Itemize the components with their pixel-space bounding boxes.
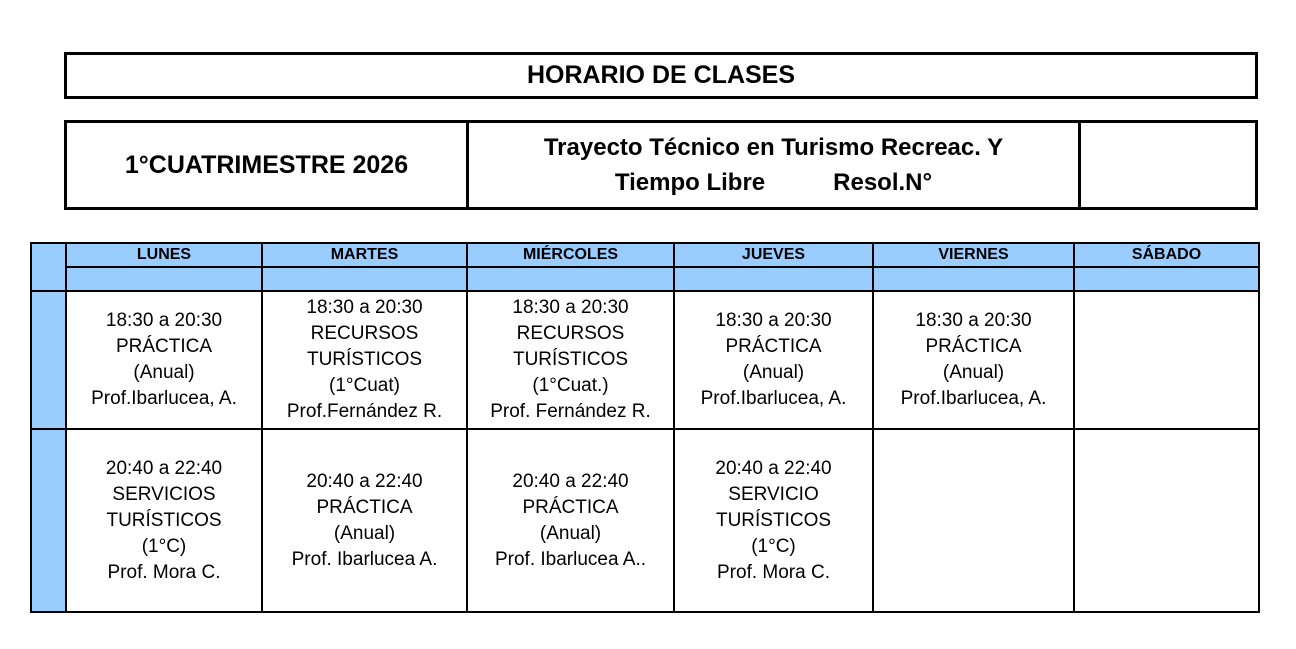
period-label: 1°CUATRIMESTRE 2026 — [124, 150, 409, 179]
class-info-line: RECURSOS — [516, 323, 625, 344]
time-slot-row — [31, 291, 1259, 429]
class-info-line: 20:40 a 22:40 — [512, 470, 629, 492]
program-cell — [466, 123, 1081, 207]
class-info-line: Prof. Ibarlucea A.. — [494, 548, 647, 570]
class-info-line: 20:40 a 22:40 — [105, 457, 223, 479]
class-info-line: (Anual) — [742, 362, 805, 383]
empty-info-cell — [1075, 123, 1255, 207]
sub-header-cell — [262, 267, 467, 291]
class-info-line: (Anual) — [539, 522, 602, 544]
class-info-line: Prof.Fernández R. — [286, 401, 443, 422]
class-info-line: TURÍSTICOS — [106, 509, 222, 531]
class-info-line: TURÍSTICOS — [306, 349, 423, 370]
class-info-line: Prof. Mora C. — [717, 561, 830, 583]
day-header: MARTES — [262, 243, 467, 267]
class-info-line: TURÍSTICOS — [715, 509, 832, 531]
class-info-line: (Anual) — [333, 522, 396, 544]
class-info-line: PRÁCTICA — [725, 336, 822, 357]
schedule-cell — [262, 429, 467, 612]
corner-cell — [31, 243, 66, 291]
sub-header-row — [31, 267, 1259, 291]
day-header: LUNES — [66, 243, 262, 267]
day-header: SÁBADO — [1074, 243, 1259, 267]
page-title: HORARIO DE CLASES — [526, 61, 796, 89]
class-info-line: PRÁCTICA — [115, 336, 213, 357]
sub-header-cell — [467, 267, 674, 291]
class-info-line: Prof. Fernández R. — [490, 401, 651, 422]
class-info-line: TURÍSTICOS — [512, 349, 629, 370]
schedule-cell — [1074, 429, 1259, 612]
class-info-line: PRÁCTICA — [925, 336, 1022, 357]
schedule-cell — [66, 291, 262, 429]
class-info-line: PRÁCTICA — [522, 496, 619, 518]
info-box — [64, 120, 1258, 210]
schedule-cell — [873, 429, 1074, 612]
schedule-cell — [467, 429, 674, 612]
schedule-cell — [674, 429, 873, 612]
schedule-cell — [1074, 291, 1259, 429]
time-slot-row — [31, 429, 1259, 612]
schedule-cell — [467, 291, 674, 429]
class-info-line: Prof.Ibarlucea, A. — [700, 388, 847, 409]
period-cell — [67, 123, 466, 207]
day-header: JUEVES — [674, 243, 873, 267]
class-info-line: SERVICIOS — [112, 483, 216, 505]
class-info-line: (1°C) — [141, 535, 187, 557]
class-info-line: (1°Cuat) — [329, 375, 400, 396]
class-info-line: 18:30 a 20:30 — [105, 310, 223, 331]
class-info-line: Prof.Ibarlucea, A. — [91, 388, 237, 409]
class-info-line: 18:30 a 20:30 — [915, 310, 1032, 331]
class-info-line: RECURSOS — [310, 323, 419, 344]
class-info-line: (1°Cuat.) — [532, 375, 609, 396]
program-resolution: Resol.N° — [833, 169, 933, 196]
class-info-line: PRÁCTICA — [316, 496, 413, 518]
sub-header-cell — [873, 267, 1074, 291]
class-info-line: 20:40 a 22:40 — [306, 470, 423, 492]
program-line2 — [615, 165, 932, 200]
class-info-line: 20:40 a 22:40 — [715, 457, 832, 479]
schedule-cell — [873, 291, 1074, 429]
class-info-line: SERVICIO — [728, 483, 819, 505]
class-info-line: 18:30 a 20:30 — [306, 297, 423, 318]
schedule-cell — [66, 429, 262, 612]
class-info-line: Prof.Ibarlucea, A. — [900, 388, 1047, 409]
program-line2-name: Tiempo Libre — [614, 169, 766, 196]
class-info-line: (1°C) — [751, 535, 796, 557]
row-marker — [31, 291, 66, 429]
day-header: VIERNES — [873, 243, 1074, 267]
sub-header-cell — [1074, 267, 1259, 291]
schedule-cell — [262, 291, 467, 429]
day-header-row — [31, 243, 1259, 267]
day-header: MIÉRCOLES — [467, 243, 674, 267]
schedule-cell — [674, 291, 873, 429]
class-info-line: (Anual) — [942, 362, 1005, 383]
class-info-line: Prof. Mora C. — [107, 561, 221, 583]
class-info-line: Prof. Ibarlucea A. — [291, 548, 438, 570]
row-marker — [31, 429, 66, 612]
schedule-table — [30, 242, 1260, 613]
class-info-line: (Anual) — [133, 362, 195, 383]
sub-header-cell — [66, 267, 262, 291]
program-line1: Trayecto Técnico en Turismo Recreac. Y — [543, 134, 1004, 161]
class-info-line: 18:30 a 20:30 — [715, 310, 832, 331]
class-info-line: 18:30 a 20:30 — [512, 297, 629, 318]
sub-header-cell — [674, 267, 873, 291]
title-box — [64, 52, 1258, 99]
